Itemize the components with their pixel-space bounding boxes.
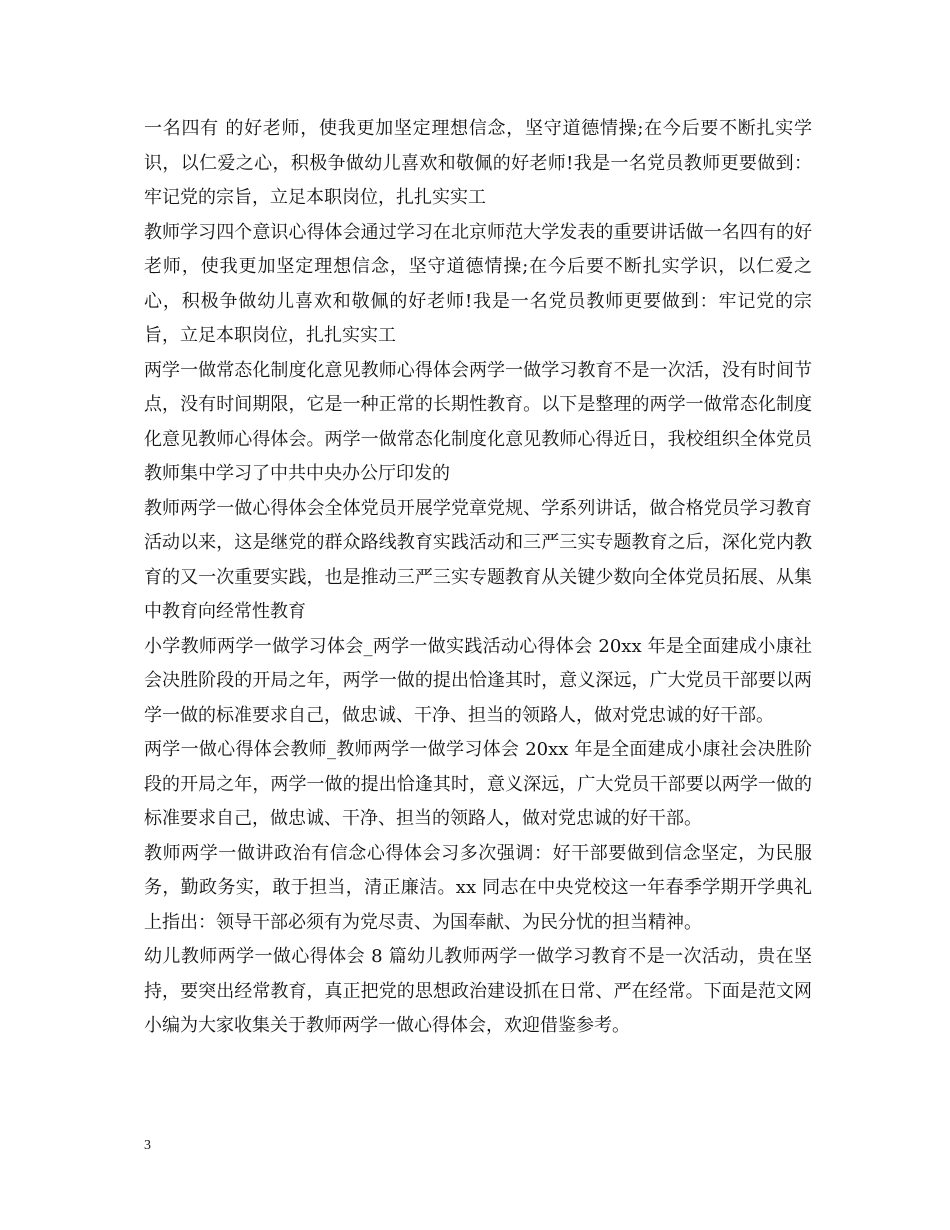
paragraph-6: 两学一做心得体会教师_教师两学一做学习体会 20xx 年是全面建成小康社会决胜阶段的开局之年，两学一做的提出恰逢其时，意义深远，广大党员干部要以两学一做的标准要求自己，做忠诚、干净、担当的领路人，做对党忠诚的好干部。: [144, 739, 812, 829]
paragraph-4: 教师两学一做心得体会全体党员开展学党章党规、学系列讲话，做合格党员学习教育活动以来，这是继党的群众路线教育实践活动和三严三实专题教育之后，深化党内教育的又一次重要实践，也是推动三严三实专题教育从关键少数向全体党员拓展、从集中教育向经常性教育: [144, 497, 812, 622]
paragraph-3: 两学一做常态化制度化意见教师心得体会两学一做学习教育不是一次活，没有时间节点，没有时间期限，它是一种正常的长期性教育。以下是整理的两学一做常态化制度化意见教师心得体会。两学一做常态化制度化意见教师心得近日，我校组织全体党员教师集中学习了中共中央办公厅印发的: [144, 359, 812, 484]
paragraph-7: 教师两学一做讲政治有信念心得体会习多次强调：好干部要做到信念坚定，为民服务，勤政务实，敢于担当，清正廉洁。xx 同志在中央党校这一年春季学期开学典礼上指出：领导干部必须有为党尽责、为国奉献、为民分忧的担当精神。: [144, 842, 812, 933]
paragraph-1: 一名四有 的好老师，使我更加坚定理想信念，坚守道德情操;在今后要不断扎实学识，以仁爱之心，积极争做幼儿喜欢和敬佩的好老师!我是一名党员教师更要做到：牢记党的宗旨，立足本职岗位，扎扎实实工: [144, 118, 812, 208]
paragraph-2: 教师学习四个意识心得体会通过学习在北京师范大学发表的重要讲话做一名四有的好老师，使我更加坚定理想信念，坚守道德情操;在今后要不断扎实学识，以仁爱之心，积极争做幼儿喜欢和敬佩的好老师!我是一名党员教师更要做到：牢记党的宗旨，立足本职岗位，扎扎实实工: [144, 221, 812, 346]
paragraph-8: 幼儿教师两学一做心得体会 8 篇幼儿教师两学一做学习教育不是一次活动，贵在坚持，要突出经常教育，真正把党的思想政治建设抓在日常、严在经常。下面是范文网小编为大家收集关于教师两学一做心得体会，欢迎借鉴参考。: [144, 946, 812, 1036]
document-body: [144, 112, 812, 1044]
page-number: 3: [144, 1138, 151, 1153]
paragraph-5: 小学教师两学一做学习体会_两学一做实践活动心得体会 20xx 年是全面建成小康社会决胜阶段的开局之年，两学一做的提出恰逢其时，意义深远，广大党员干部要以两学一做的标准要求自己，做忠诚、干净、担当的领路人，做对党忠诚的好干部。: [144, 635, 812, 726]
